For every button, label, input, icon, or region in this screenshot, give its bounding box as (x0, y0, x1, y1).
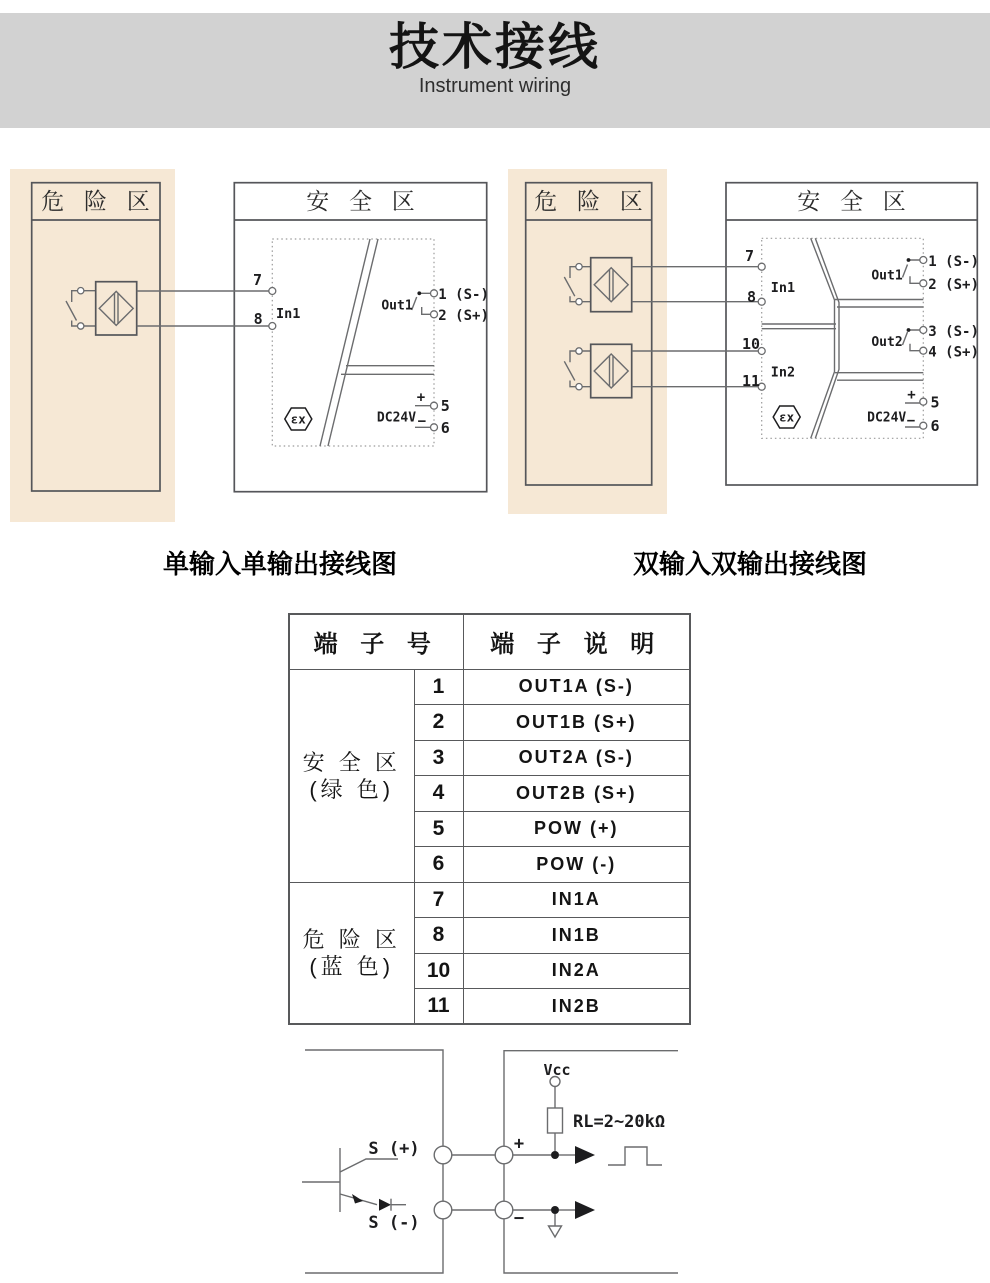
terminal-desc: OUT1A (S-) (463, 669, 690, 705)
terminal-2-label: 2 (S+) (928, 277, 979, 293)
terminal-table (288, 613, 691, 1025)
terminal-5-label: 5 (440, 397, 450, 415)
safe-zone-title: 安 全 区 (306, 189, 422, 214)
group-color-label: (绿 色) (309, 776, 395, 802)
terminal-desc: OUT1B (S+) (463, 705, 690, 741)
in1-label: In1 (276, 306, 301, 322)
terminal-2 (920, 280, 927, 287)
minus-label: − (906, 413, 916, 429)
terminal-6-label: 6 (930, 417, 940, 435)
terminal-no: 7 (414, 882, 463, 918)
single-io-wiring-diagram (0, 160, 500, 530)
terminal-no: 8 (414, 918, 463, 954)
terminal-8 (758, 298, 765, 305)
s-plus-label: S (+) (368, 1139, 420, 1159)
terminal-6-label: 6 (440, 419, 450, 437)
terminal-no: 11 (414, 989, 463, 1025)
rl-label: RL=2~20kΩ (573, 1112, 666, 1132)
minus-label: − (513, 1208, 525, 1229)
load-box (504, 1051, 678, 1273)
in1-label: In1 (770, 280, 796, 296)
dc24v-label: DC24V (376, 410, 417, 426)
signal-plus-line (551, 1146, 662, 1165)
terminal-desc: IN2B (463, 989, 690, 1025)
terminal-8-label: 8 (253, 310, 263, 328)
terminal-desc: IN1A (463, 882, 690, 918)
terminal-8 (269, 323, 276, 330)
hazard-area-background (10, 169, 175, 522)
terminal-desc: OUT2A (S-) (463, 740, 690, 776)
col-header-terminal: 端 子 号 (289, 614, 463, 669)
signal-minus-line (549, 1201, 596, 1237)
terminal-desc: POW (+) (463, 811, 690, 847)
terminal-1 (431, 290, 438, 297)
terminal-4 (920, 347, 927, 354)
pulse-waveform-icon (608, 1147, 662, 1165)
hazard-zone-title: 危 险 区 (41, 189, 157, 214)
terminal-6 (431, 424, 438, 431)
terminal-7 (269, 288, 276, 295)
terminal-2-label: 2 (S+) (438, 308, 489, 324)
terminal-no: 3 (414, 740, 463, 776)
terminal-6 (920, 422, 927, 429)
terminal-5 (920, 398, 927, 405)
ex-label: εx (779, 409, 795, 425)
terminal-7 (758, 263, 765, 270)
terminal-8-label: 8 (746, 288, 756, 306)
load-terminal-plus (495, 1146, 513, 1164)
plus-label: + (907, 387, 916, 403)
source-terminal-minus (434, 1201, 452, 1219)
terminal-no: 1 (414, 669, 463, 705)
terminal-4-label: 4 (S+) (928, 344, 979, 361)
terminal-1-label: 1 (S-) (438, 287, 489, 303)
hazard-zone-title: 危 险 区 (534, 189, 650, 214)
group-zone-label: 危 险 区 (302, 926, 401, 952)
group-color-label: (蓝 色) (309, 953, 395, 979)
ex-label: εx (290, 411, 306, 427)
terminal-7-label: 7 (744, 247, 754, 265)
terminal-desc: POW (-) (463, 847, 690, 883)
terminal-no: 5 (414, 811, 463, 847)
single-io-caption: 单输入单输出接线图 (162, 549, 397, 579)
s-minus-label: S (-) (368, 1213, 420, 1233)
terminal-no: 10 (414, 953, 463, 989)
page-title: 技术接线 (389, 19, 601, 75)
col-header-description: 端 子 说 明 (463, 614, 690, 669)
load-terminal-minus (495, 1201, 513, 1219)
dual-io-caption: 双输入双输出接线图 (632, 549, 867, 579)
header-band (0, 13, 990, 128)
group-zone-label: 安 全 区 (302, 749, 401, 775)
output-circuit-schematic (290, 1040, 700, 1283)
terminal-desc: IN1B (463, 918, 690, 954)
terminal-no: 4 (414, 776, 463, 812)
safe-zone-title: 安 全 区 (797, 189, 913, 214)
terminal-2 (431, 311, 438, 318)
source-box (305, 1050, 443, 1273)
terminal-desc: IN2A (463, 953, 690, 989)
ground-icon (549, 1226, 562, 1237)
terminal-3 (920, 327, 927, 334)
source-terminal-plus (434, 1146, 452, 1164)
plus-label: + (416, 389, 426, 406)
in2-label: In2 (770, 364, 796, 381)
out1-label: Out1 (871, 268, 903, 284)
minus-label: − (417, 413, 427, 430)
terminal-no: 2 (414, 705, 463, 741)
terminal-10-label: 10 (741, 335, 760, 353)
table-row (289, 669, 690, 705)
terminal-no: 6 (414, 847, 463, 883)
terminal-11-label: 11 (741, 372, 760, 390)
pullup-resistor (548, 1077, 563, 1152)
hazard-zone-group-cell (289, 882, 414, 1024)
vcc-label: Vcc (543, 1061, 571, 1079)
terminal-1-label: 1 (S-) (928, 254, 979, 270)
terminal-5-label: 5 (930, 393, 940, 412)
terminal-desc: OUT2B (S+) (463, 776, 690, 812)
table-row (289, 882, 690, 918)
plus-label: + (513, 1134, 525, 1154)
terminal-5 (431, 402, 438, 409)
terminal-1 (920, 257, 927, 264)
out2-label: Out2 (871, 335, 903, 350)
page-subtitle: Instrument wiring (418, 75, 572, 97)
dc24v-label: DC24V (867, 410, 907, 426)
out1-label: Out1 (381, 298, 413, 314)
diode-symbol (379, 1199, 406, 1211)
table-header-row (289, 614, 690, 669)
terminal-7-label: 7 (252, 271, 262, 289)
safe-zone-group-cell (289, 669, 414, 882)
terminal-3-label: 3 (S-) (928, 324, 979, 340)
dual-io-wiring-diagram (500, 160, 990, 530)
